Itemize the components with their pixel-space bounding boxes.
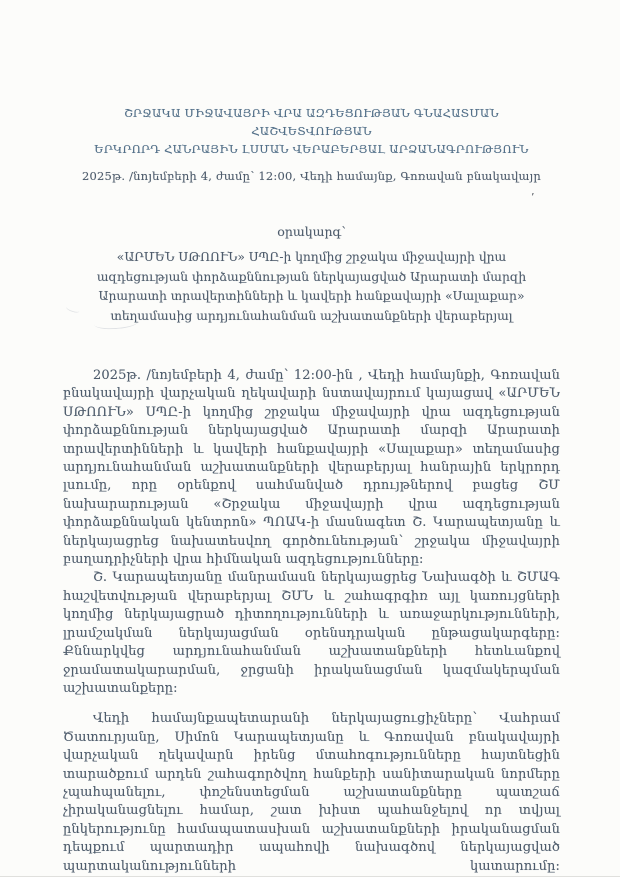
body-paragraph-1: 2025թ. /նոյեմբերի 4, ժամը՝ 12:00-ին , Վեդի համայնքի, Գոռավան բնակավայրի վարչական ղեկավարի նստավայրում կայացավ «ԱՐՄԵՆ ՍԹՈՈՒՆ» ՍՊԸ-ի կողմից շրջակա միջավայրի վրա ազդեցության փորձաքննության ներկայացված Արարատի մարզի Արարատի տրավերտինների և կավերի հանքավայրի «Սալաքար» տեղամասից արդյունահանման աշխատանքների վերաբերյալ հանրային երկրորդ լսումը, որը օրենքով սահմանված դրույթներով բացեց ՇՄ նախարարության «Շրջակա միջավայրի վրա ազդեցության փորձաքննական կենտրոն» ՊՈԱԿ-ի մասնագետ Շ. Կարապետյանը և ներկայացրեց նախատեսվող գործունեության՝ շրջակա միջավայրի բաղադրիչների վրա հիմնական ազդեցությունները: — [63, 368, 560, 568]
body-paragraph-3: Վեդի համայնքապետարանի ներկայացուցիչները՝ Վահրամ Ծատուրյանը, Սիմոն Կարապետյանը և Գոռավան բնակավայրի վարչական ղեկավարն իրենց մտահոգությունները հայտնեցին տարածքում արդեն շահագործվող հանքերի սանիտարական նորմերը չպահպանելու, փոշենստեցման աշխատանքները պատշաճ չիրականացնելու համար, շատ խիստ պահանջելով որ տվյալ ընկերությունը համապատասխան աշխատանքների իրականացման դեպքում պարտադիր ապահովի նախագծով ներկայացված պարտականությունների կատարումը: — [63, 711, 560, 874]
document-title-line-2: ԵՐԿՐՈՐԴ ՀԱՆՐԱՅԻՆ ԼՍՄԱՆ ՎԵՐԱԲԵՐՅԱԼ ԱՐՁԱՆԱԳՐՈՒԹՅՈՒՆ — [94, 142, 529, 156]
scan-edge-top — [0, 0, 620, 2]
document-title-line-1: ՇՐՋԱԿԱ ՄԻՋԱՎԱՅՐԻ ՎՐԱ ԱԶԴԵՑՈՒԹՅԱՆ ԳՆԱՀԱՏՄԱՆ ՀԱՇՎԵՏՎՈՒԹՅԱՆ — [124, 106, 499, 138]
agenda-label: օրակարգ՝ — [277, 224, 346, 239]
document-body — [63, 367, 560, 876]
scan-artifact-apostrophe: ’ — [531, 191, 535, 204]
agenda-text: «ԱՐՄԵՆ ՍԹՈՈՒՆ» ՍՊԸ-ի կողմից շրջակա միջավայրի վրա ազդեցության փորձաքննության ներկայացված Արարատի մարզի Արարատի տրավերտինների և կավերի հանքավայրի «Սալաքար» տեղամասից արդյունահանման աշխատանքների վերաբերյալ — [96, 250, 527, 323]
document-dateline: 2025թ. /նոյեմբերի 4, ժամը՝ 12:00, Վեդի համայնք, Գոռավան բնակավայր — [82, 169, 541, 183]
body-paragraph-2: Շ. Կարապետյանը մանրամասն ներկայացրեց Նախագծի և ՇՄԱԳ հաշվետվության վերաբերյալ ՇՄՆ և շահագրգիռ այլ կառույցների կողմից ներկայացրած դիտողությունների և առաջարկությունների, լրամշակման ներկայացման օրենսդրական ընթացակարգերը: Քննարկվեց արդյունահանման աշխատանքների հետևանքով ջրամատակարարման, ջրցանի իրականացման կազմակերպման աշխատանքերը: — [63, 570, 560, 696]
document-title — [63, 104, 560, 158]
